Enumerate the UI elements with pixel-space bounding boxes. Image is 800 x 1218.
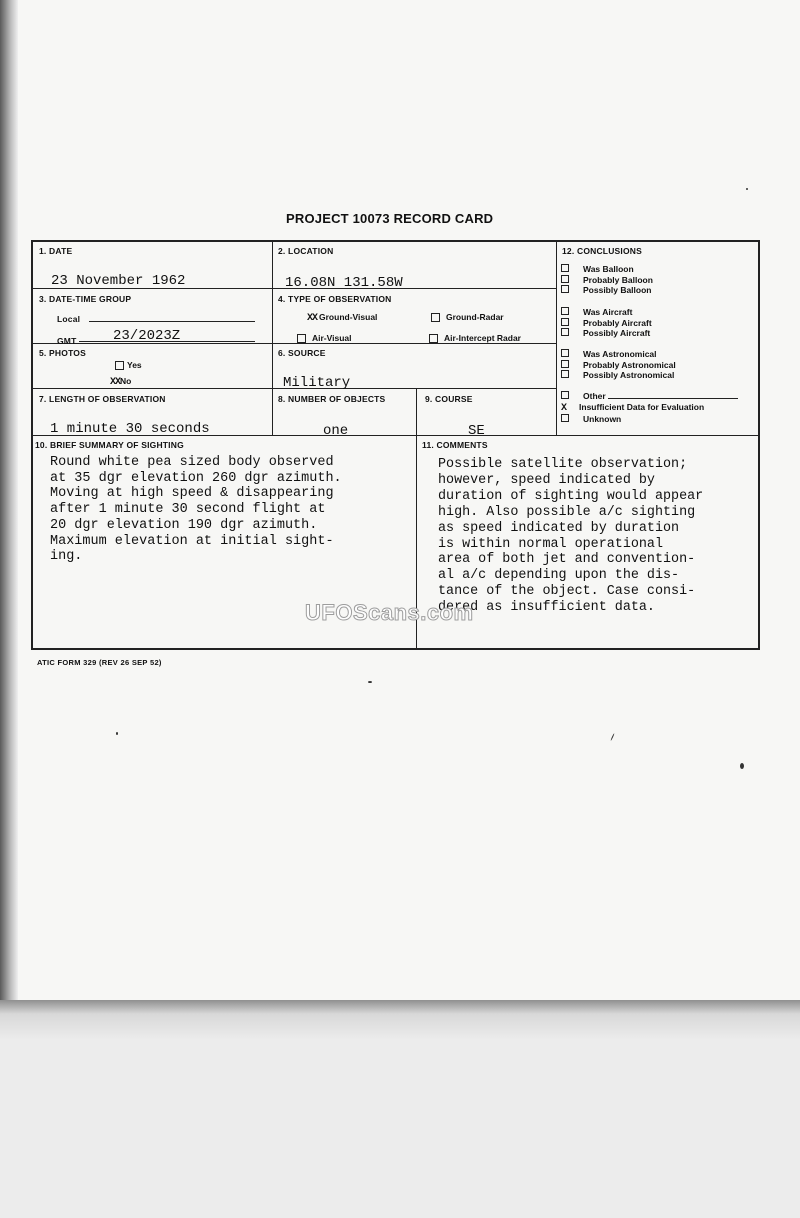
conclusion-other: Other — [583, 391, 606, 401]
comments-line: tance of the object. Case consi- — [438, 584, 696, 600]
comments-line: is within normal operational — [438, 536, 663, 552]
conclusion-probably-balloon: Probably Balloon — [583, 274, 653, 285]
conclusion-probably-aircraft: Probably Aircraft — [583, 317, 652, 328]
conclusion-possibly-balloon: Possibly Balloon — [583, 285, 652, 295]
photos-label: 5. PHOTOS — [39, 348, 86, 358]
conclusion-unknown: Unknown — [583, 414, 622, 424]
ground-radar-option — [431, 312, 504, 322]
conclusion-possibly-aircraft: Possibly Aircraft — [583, 328, 651, 338]
form-footer: ATIC FORM 329 (REV 26 SEP 52) — [37, 658, 162, 667]
conclusion-possibly-astronomical: Possibly Astronomical — [583, 370, 675, 380]
air-intercept-radar-checkbox — [429, 334, 438, 343]
date-time-group-label: 3. DATE-TIME GROUP — [39, 294, 132, 304]
conclusions-group-aircraft — [561, 307, 652, 339]
summary-line: Maximum elevation at initial sight- — [50, 533, 334, 549]
insufficient-mark: X — [561, 402, 567, 414]
comments-line: area of both jet and convention- — [438, 552, 696, 568]
gmt-label: GMT — [57, 336, 77, 346]
comments-line: dered as insufficient data. — [438, 600, 655, 616]
comments-line: high. Also possible a/c sighting — [438, 504, 696, 520]
conclusion-insufficient-data: Insufficient Data for Evaluation — [579, 401, 705, 412]
air-visual-option — [297, 333, 352, 343]
conclusions-group-other — [561, 391, 738, 425]
summary-line: at 35 dgr elevation 260 dgr azimuth. — [50, 470, 342, 486]
air-intercept-radar-option — [429, 333, 521, 343]
lower-background — [0, 1000, 800, 1218]
photos-yes-checkbox — [115, 361, 124, 370]
ground-radar-text: Ground-Radar — [446, 312, 504, 322]
conclusion-was-astronomical: Was Astronomical — [583, 349, 657, 359]
conclusions-label: 12. CONCLUSIONS — [562, 246, 642, 256]
photos-yes-option — [115, 360, 142, 370]
type-of-observation-label: 4. TYPE OF OBSERVATION — [278, 294, 392, 304]
date-label: 1. DATE — [39, 246, 73, 256]
course-value: SE — [468, 423, 485, 439]
ground-radar-checkbox — [431, 313, 440, 322]
air-intercept-radar-text: Air-Intercept Radar — [444, 333, 521, 343]
source-label: 6. SOURCE — [278, 348, 326, 358]
summary-label: 10. BRIEF SUMMARY OF SIGHTING — [35, 440, 184, 450]
summary-text — [50, 455, 342, 565]
record-card — [31, 240, 760, 650]
location-label: 2. LOCATION — [278, 246, 334, 256]
summary-line: ing. — [50, 549, 83, 565]
gmt-value: 23/2023Z — [113, 328, 181, 344]
course-label: 9. COURSE — [425, 394, 473, 404]
comments-line: duration of sighting would appear — [438, 488, 704, 504]
air-visual-text: Air-Visual — [312, 333, 352, 343]
conclusions-group-astronomical — [561, 349, 676, 381]
number-of-objects-value: one — [323, 423, 349, 439]
conclusion-was-balloon: Was Balloon — [583, 264, 634, 274]
paper-edge — [0, 0, 18, 1010]
summary-line: 20 dgr elevation 190 dgr azimuth. — [50, 517, 318, 533]
local-label: Local — [57, 314, 81, 324]
ground-visual-text: Ground-Visual — [319, 312, 378, 322]
conclusions-group-balloon — [561, 264, 653, 296]
comments-line: al a/c depending upon the dis- — [438, 568, 680, 584]
local-underline — [89, 321, 255, 322]
scan-speck — [368, 681, 372, 683]
length-of-observation-label: 7. LENGTH OF OBSERVATION — [39, 394, 166, 404]
photos-no-mark: XX — [110, 377, 121, 388]
comments-text — [438, 457, 703, 616]
comments-line: Possible satellite observation; — [438, 457, 688, 472]
summary-line: after 1 minute 30 second flight at — [50, 502, 326, 518]
summary-line: Moving at high speed & disappearing — [50, 486, 334, 502]
air-visual-checkbox — [297, 334, 306, 343]
ground-visual-mark: XX — [307, 313, 318, 324]
location-value: 16.08N 131.58W — [285, 275, 403, 291]
photos-no-option — [110, 376, 131, 388]
photos-yes-text: Yes — [127, 360, 142, 370]
photos-no-text: No — [120, 376, 132, 386]
number-of-objects-label: 8. NUMBER OF OBJECTS — [278, 394, 386, 404]
date-value: 23 November 1962 — [51, 273, 186, 289]
comments-line: however, speed indicated by — [438, 472, 655, 488]
scan-speck — [746, 188, 748, 190]
scan-speck — [740, 763, 744, 769]
comments-label: 11. COMMENTS — [422, 440, 488, 450]
length-of-observation-value: 1 minute 30 seconds — [50, 421, 210, 437]
conclusion-was-aircraft: Was Aircraft — [583, 307, 633, 317]
scan-speck — [116, 732, 118, 735]
summary-line: Round white pea sized body observed — [50, 455, 334, 470]
card-title: PROJECT 10073 RECORD CARD — [286, 211, 494, 226]
source-value: Military — [283, 375, 351, 391]
ground-visual-option — [307, 312, 377, 324]
comments-line: as speed indicated by duration — [438, 520, 680, 536]
conclusion-probably-astronomical: Probably Astronomical — [583, 359, 676, 370]
watermark: UFOScans.com — [305, 600, 474, 625]
